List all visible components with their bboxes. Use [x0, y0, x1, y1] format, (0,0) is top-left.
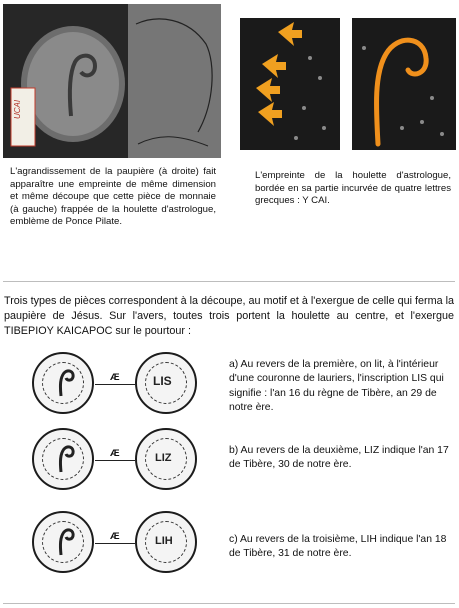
coin-obverse — [32, 352, 94, 414]
imprint-photo-arrows — [240, 18, 340, 150]
divider-bottom — [3, 603, 455, 604]
coin-reverse-label: LIZ — [155, 452, 172, 464]
coin-desc-a: a) Au revers de la première, on lit, à l'intérieur d'une couronne de lauriers, l'inscription LIS qui signifie : l'an 16 du règne de Tibère, an 29 de notre ère. — [229, 359, 444, 413]
crook-icon — [32, 511, 94, 573]
coin-photo — [3, 4, 128, 158]
intro-paragraph: Trois types de pièces correspondent à la découpe, au motif et à l'exergue de celle qui ferma la paupière de Jésus. Sur l'avers, toutes trois portent la houlette au centre, et l'exergue TIBEPIOY KAICAPOC sur le pourtour : — [4, 295, 454, 338]
imprint-crook-graphic — [352, 18, 456, 150]
ae-mark: Æ — [110, 448, 120, 459]
imprint-arrows-graphic — [240, 18, 340, 150]
eyelid-photo — [128, 4, 221, 158]
coin-reverse — [135, 511, 197, 573]
ae-mark: Æ — [110, 531, 120, 542]
coin-pair-c — [30, 511, 198, 577]
coin-photo-graphic — [3, 4, 128, 158]
coin-pair-b — [30, 428, 198, 494]
coin-reverse — [135, 352, 197, 414]
left-caption: L'agrandissement de la paupière (à droite) fait apparaître une empreinte de même dimension et même découpe que cette pièce de monnaie (à gauche) frappée de la houlette d'astrologue, emblème de Ponce Pilate. — [10, 166, 216, 228]
coin-photo-label: UCAI — [13, 99, 22, 119]
coin-reverse-label: LIH — [155, 535, 173, 547]
connector-line — [95, 384, 135, 385]
right-caption: L'empreinte de la houlette d'astrologue, bordée en sa partie incurvée de quatre lettres grecques : Y CAI. — [255, 170, 451, 207]
crook-icon — [32, 352, 94, 414]
coin-desc-b: b) Au revers de la deuxième, LIZ indique l'an 17 de Tibère, 30 de notre ère. — [229, 445, 449, 471]
divider-top — [3, 281, 455, 282]
connector-line — [95, 460, 135, 461]
crook-icon — [32, 428, 94, 490]
coin-desc-c: c) Au revers de la troisième, LIH indique l'an 18 de Tibère, 31 de notre ère. — [229, 534, 447, 560]
coin-reverse-label: LIS — [153, 374, 172, 388]
coin-pair-a — [30, 352, 198, 418]
coin-reverse — [135, 428, 197, 490]
coin-obverse — [32, 428, 94, 490]
imprint-photo-crook — [352, 18, 456, 150]
coin-obverse — [32, 511, 94, 573]
connector-line — [95, 543, 135, 544]
ae-mark: Æ — [110, 372, 120, 383]
eyelid-photo-graphic — [128, 4, 221, 158]
